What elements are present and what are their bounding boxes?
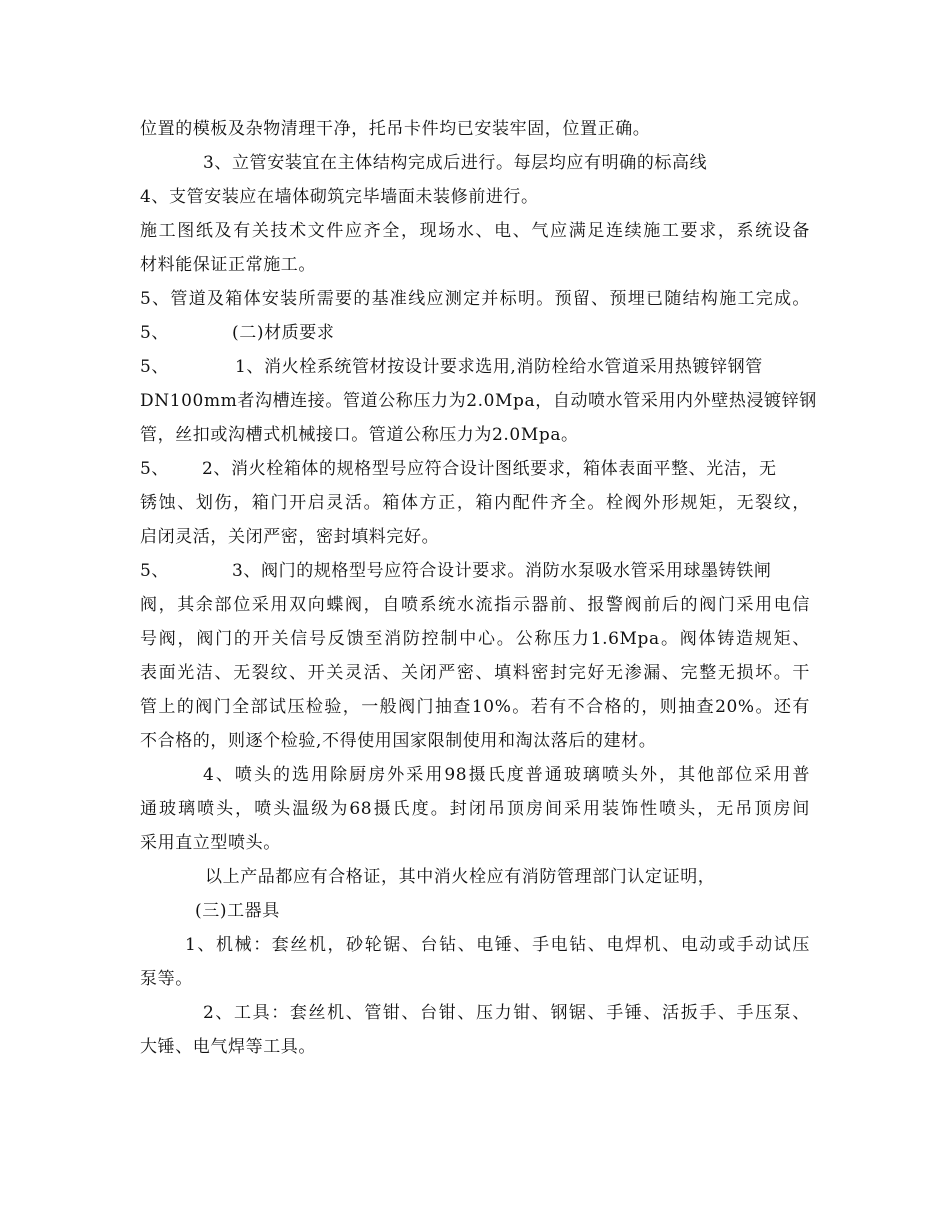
text-line: 锈蚀、划伤，箱门开启灵活。箱体方正，箱内配件齐全。栓阀外形规矩，无裂纹， xyxy=(140,493,810,513)
line-body: 3、阀门的规格型号应符合设计要求。消防水泵吸水管采用球墨铸铁闸 xyxy=(232,561,772,581)
text-line xyxy=(140,458,810,480)
text-line xyxy=(140,356,810,378)
text-line: 管，丝扣或沟槽式机械接口。管道公称压力为2.0Mpa。 xyxy=(140,425,579,445)
text-line: 4、支管安装应在墙体砌筑完毕墙面未装修前进行。 xyxy=(140,187,539,207)
list-number-prefix: 5、 xyxy=(140,323,170,343)
text-line: 号阀，阀门的开关信号反馈至消防控制中心。公称压力1.6Mpa。阀体铸造规矩、 xyxy=(140,629,810,649)
text-line: 2、工具：套丝机、管钳、台钳、压力钳、钢锯、手锤、活扳手、手压泵、 xyxy=(203,1003,810,1023)
line-body: 2、消火栓箱体的规格型号应符合设计图纸要求，箱体表面平整、光洁，无 xyxy=(202,459,777,479)
text-line: 泵等。 xyxy=(140,969,193,989)
text-line: 启闭灵活，关闭严密，密封填料完好。 xyxy=(140,527,440,547)
text-line: 以上产品都应有合格证，其中消火栓应有消防管理部门认定证明， xyxy=(205,867,716,887)
text-line: 材料能保证正常施工。 xyxy=(140,255,316,275)
text-line: 表面光洁、无裂纹、开关灵活、关闭严密、填料密封完好无渗漏、完整无损坏。干 xyxy=(140,663,810,683)
text-line: 施工图纸及有关技术文件应齐全，现场水、电、气应满足连续施工要求，系统设备 xyxy=(140,221,810,241)
text-line: 采用直立型喷头。 xyxy=(140,833,281,853)
text-line: 4、喷头的选用除厨房外采用98摄氏度普通玻璃喷头外，其他部位采用普 xyxy=(203,765,810,785)
section-heading-line xyxy=(140,322,334,344)
text-line: 5、管道及箱体安装所需要的基准线应测定并标明。预留、预埋已随结构施工完成。 xyxy=(140,289,810,309)
text-line: 管上的阀门全部试压检验，一般阀门抽查10%。若有不合格的，则抽查20%。还有 xyxy=(140,697,810,717)
text-line: 通玻璃喷头，喷头温级为68摄氏度。封闭吊顶房间采用装饰性喷头，无吊顶房间 xyxy=(140,799,810,819)
text-line: DN100mm者沟槽连接。管道公称压力为2.0Mpa，自动喷水管采用内外壁热浸镀锌钢 xyxy=(140,391,817,411)
text-line: 不合格的，则逐个检验,不得使用国家限制使用和淘汰落后的建材。 xyxy=(140,731,657,751)
line-body: 1、消火栓系统管材按设计要求选用,消防栓给水管道采用热镀锌钢管 xyxy=(235,357,763,377)
list-number-prefix: 5、 xyxy=(140,561,170,581)
text-line xyxy=(140,560,810,582)
section-heading: (二)材质要求 xyxy=(232,323,335,343)
section-heading: (三)工器具 xyxy=(195,901,280,921)
text-line: 阀，其余部位采用双向蝶阀，自喷系统水流指示器前、报警阀前后的阀门采用电信 xyxy=(140,595,810,615)
text-line: 大锤、电气焊等工具。 xyxy=(140,1037,316,1057)
text-line: 1、机械：套丝机，砂轮锯、台钻、电锤、手电钻、电焊机、电动或手动试压 xyxy=(185,935,810,955)
list-number-prefix: 5、 xyxy=(140,459,170,479)
list-number-prefix: 5、 xyxy=(140,357,170,377)
text-line: 3、立管安装宜在主体结构完成后进行。每层均应有明确的标高线 xyxy=(203,153,708,173)
text-line: 位置的模板及杂物清理干净，托吊卡件均已安装牢固，位置正确。 xyxy=(140,119,651,139)
